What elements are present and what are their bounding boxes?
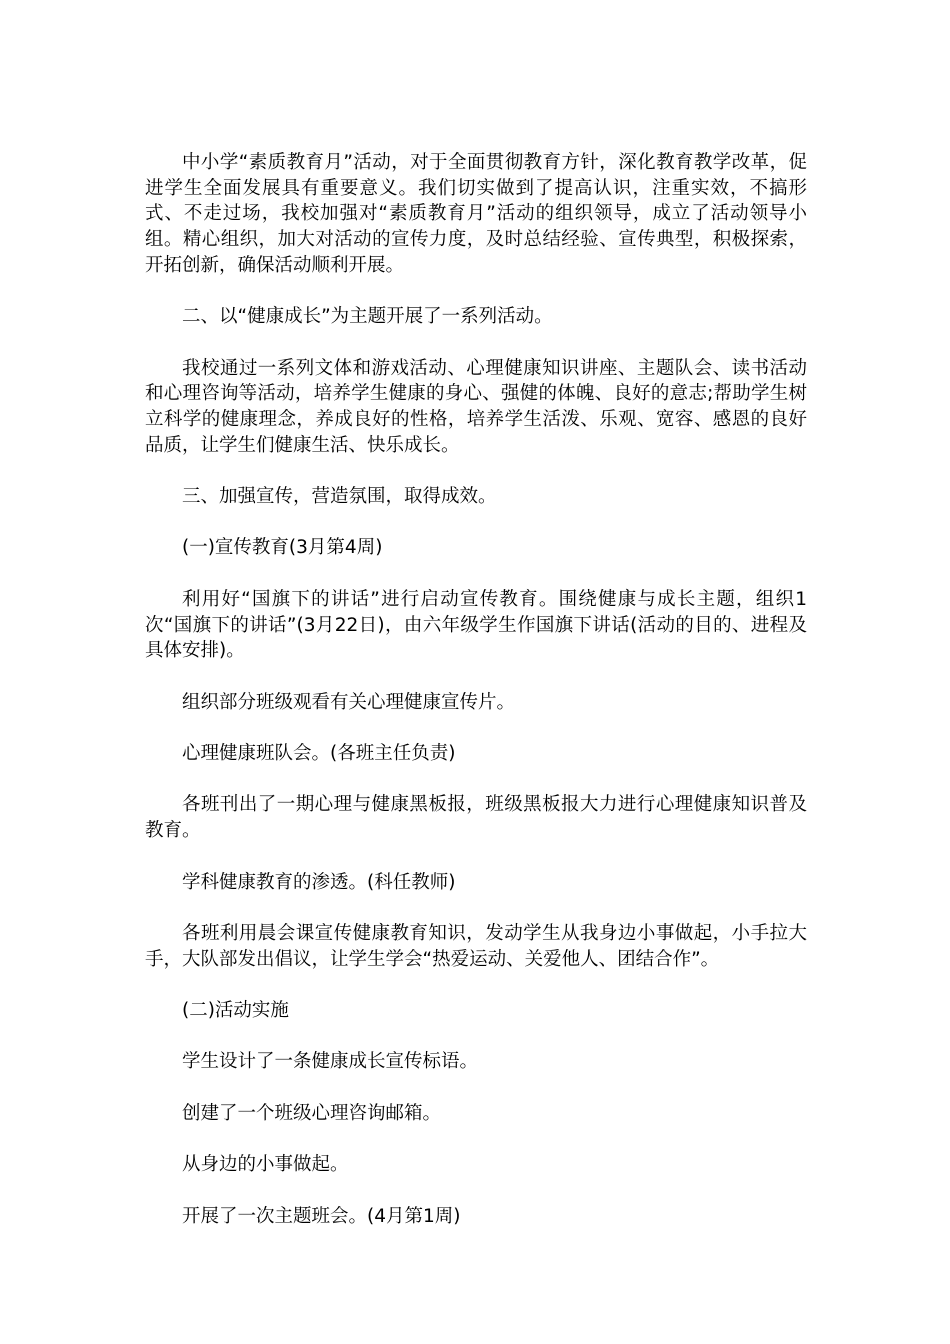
heading-section-three: 三、加强宣传，营造氛围，取得成效。: [182, 486, 497, 508]
heading-section-two: 二、以“健康成长”为主题开展了一系列活动。: [182, 306, 553, 328]
paragraph-class-meeting: 心理健康班队会。(各班主任负责): [182, 743, 456, 765]
subheading-publicity: (一)宣传教育(3月第4周): [182, 537, 383, 559]
paragraph-flag-speech: 利用好“国旗下的讲话”进行启动宣传教育。围绕健康与成长主题，组织1次“国旗下的讲话”(3月22日)，由六年级学生作国旗下讲话(活动的目的、进程及具体安排)。: [145, 588, 807, 662]
document-body: [145, 150, 807, 1255]
paragraph-subject-education: 学科健康教育的渗透。(科任教师): [182, 871, 456, 893]
paragraph-morning-meeting: 各班利用晨会课宣传健康教育知识，发动学生从我身边小事做起，小手拉大手，大队部发出倡议，让学生学会“热爱运动、关爱他人、团结合作”。: [145, 922, 807, 970]
paragraph-slogan: 学生设计了一条健康成长宣传标语。: [182, 1051, 479, 1073]
paragraph-activities: 我校通过一系列文体和游戏活动、心理健康知识讲座、主题队会、读书活动和心理咨询等活动，培养学生健康的身心、强健的体魄、良好的意志;帮助学生树立科学的健康理念，养成良好的性格，培养学生活泼、乐观、宽容、感恩的良好品质，让学生们健康生活、快乐成长。: [145, 357, 807, 456]
paragraph-mailbox: 创建了一个班级心理咨询邮箱。: [182, 1102, 442, 1124]
subheading-implementation: (二)活动实施: [182, 1000, 289, 1022]
paragraph-blackboard: 各班刊出了一期心理与健康黑板报，班级黑板报大力进行心理健康知识普及教育。: [145, 794, 807, 842]
paragraph-intro: 中小学“素质教育月”活动，对于全面贯彻教育方针，深化教育教学改革，促进学生全面发展具有重要意义。我们切实做到了提高认识，注重实效，不搞形式、不走过场，我校加强对“素质教育月”活动的组织领导，成立了活动领导小组。精心组织，加大对活动的宣传力度，及时总结经验、宣传典型，积极探索，开拓创新，确保活动顺利开展。: [145, 152, 807, 276]
paragraph-video: 组织部分班级观看有关心理健康宣传片。: [182, 691, 516, 713]
paragraph-theme-meeting: 开展了一次主题班会。(4月第1周): [182, 1205, 461, 1227]
paragraph-small-things: 从身边的小事做起。: [182, 1154, 349, 1176]
